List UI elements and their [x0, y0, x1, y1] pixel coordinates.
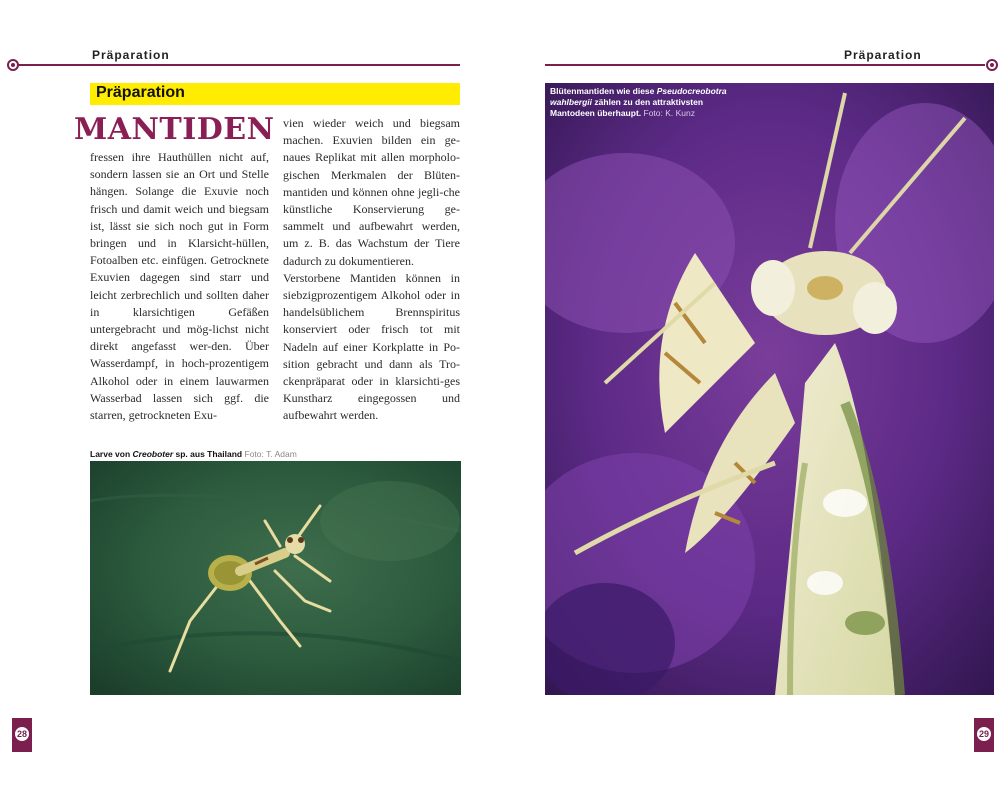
running-head: Präparation	[92, 48, 170, 62]
text-column-2	[283, 115, 460, 425]
flower-mantis-photo	[545, 83, 994, 695]
right-page	[500, 0, 1000, 800]
body-paragraph: Verstorbene Mantiden können in siebzigprozentigem Alkohol oder in handelsüblichem Brennspiritus konserviert oder frisch tot mit Nadeln auf einer Korkplatte in Po-sition gebracht und dann als Tro-ckenpräparat oder in klarsichti-ges Kunstharz eingegossen und aufbewahrt werden.	[283, 270, 460, 423]
photo-caption: Blütenmantiden wie diese Pseudocreobotra wahlbergii zählen zu den attraktivsten Mantodeen überhaupt. Foto: K. Kunz	[550, 86, 727, 118]
header-ornament-icon	[986, 59, 998, 71]
section-label: Präparation	[96, 84, 185, 101]
photo-caption: Larve von Creoboter sp. aus Thailand Foto: T. Adam	[90, 449, 297, 459]
larva-photo	[90, 461, 461, 695]
page-number-badge	[12, 718, 32, 752]
body-paragraph: fressen ihre Hauthüllen nicht auf, sondern lassen sie an Ort und Stelle hängen. Solange die Exuvie noch frisch und damit weich und biegsam ist, lässt sie sich noch gut in Form bringen und in Klarsicht-hüllen, Fotoalben etc. einfügen. Getrocknete Exuvien dagegen sind starr und leicht zerbrechlich und sollten daher in klarsichtigen Gefäßen untergebracht und mög-lichst nicht direkt angefasst wer-den. Über Wasserdampf, in hoch-prozentigem Alkohol oder in einem lauwarmen Wasserbad lassen sich ggf. die starren, getrockneten Exu-	[90, 150, 269, 423]
section-label-bar	[90, 83, 460, 105]
body-paragraph: vien wieder weich und biegsam machen. Exuvien bilden ein ge-naues Replikat mit allen morpholo-gischen Merkmalen der Blüten-mantiden und können ohne jegli-che künstliche Konservierung ge-sammelt und aufbewahrt werden, um z. B. das Wachstum der Tiere dadurch zu dokumentieren.	[283, 116, 460, 268]
article-heading: MANTIDEN	[74, 112, 275, 147]
text-column-1	[90, 149, 269, 424]
page-number: 28	[13, 725, 31, 743]
running-head: Präparation	[844, 48, 922, 62]
page-number-badge	[974, 718, 994, 752]
page-number: 29	[975, 725, 993, 743]
header-rule	[545, 64, 985, 66]
header-rule	[18, 64, 460, 66]
